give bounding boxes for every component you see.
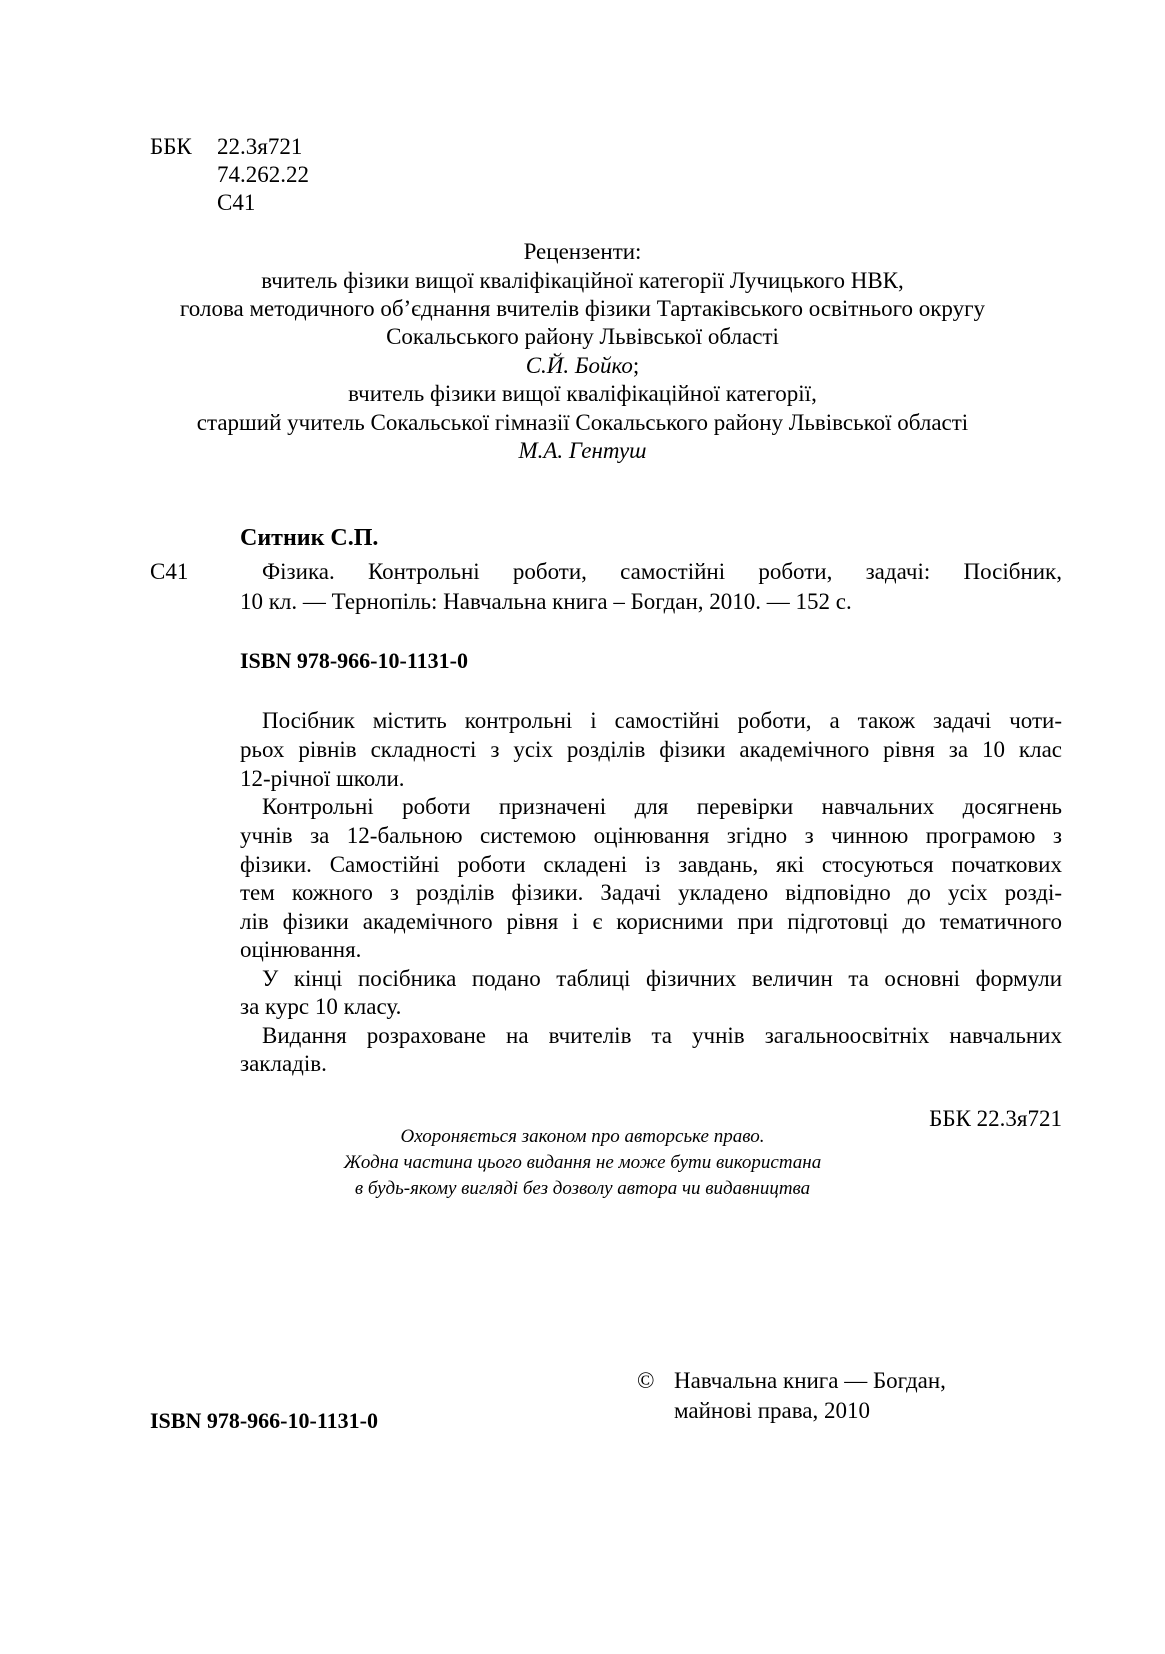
annotation-line: учнів за 12-бальною системою оцінювання згідно з чинною програмою з bbox=[240, 823, 1062, 848]
reviewer-name-1-text: С.Й. Бойко bbox=[525, 353, 633, 378]
annotation-line: Посібник містить контрольні і самостійні роботи, а також задачі чоти- bbox=[262, 708, 1062, 733]
reviewer-name-1-suffix: ; bbox=[632, 353, 640, 378]
copyright-notice-line: Охороняється законом про авторське право. bbox=[400, 1126, 765, 1147]
annotation-line: оцінювання. bbox=[240, 937, 362, 962]
annotation-line: лів фізики академічного рівня і є корисними при підготовці до тематичного bbox=[240, 909, 1062, 934]
reviewers-heading: Рецензенти: bbox=[523, 239, 642, 264]
bbk-right: ББК 22.3я721 bbox=[929, 1106, 1062, 1131]
reviewer-line: вчитель фізики вищої кваліфікаційної категорії, bbox=[348, 381, 817, 406]
bbk-code-2: 74.262.22 bbox=[217, 162, 309, 187]
catalog-isbn: ISBN 978-966-10-1131-0 bbox=[240, 648, 468, 673]
annotation-line: тем кожного з розділів фізики. Задачі укладено відповідно до усіх розді- bbox=[240, 880, 1062, 905]
catalog-code: С41 bbox=[150, 559, 189, 584]
reviewer-name-1 bbox=[0, 351, 1165, 380]
bbk-code-3: С41 bbox=[217, 190, 256, 215]
annotation-line: рьох рівнів складності з усіх розділів фізики академічного рівня за 10 клас bbox=[240, 737, 1062, 762]
footer-isbn: ISBN 978-966-10-1131-0 bbox=[150, 1408, 378, 1433]
annotation-line: закладів. bbox=[240, 1051, 327, 1076]
annotation-line: фізики. Самостійні роботи складені із завдань, які стосуються початкових bbox=[240, 852, 1062, 877]
publisher-line-1: Навчальна книга — Богдан, bbox=[674, 1368, 946, 1393]
reviewer-line: Сокальського району Львівської області bbox=[386, 324, 779, 349]
catalog-author: Ситник С.П. bbox=[240, 525, 379, 551]
bbk-label: ББК bbox=[150, 134, 192, 159]
catalog-title-line-1: Фізика. Контрольні роботи, самостійні роботи, задачі: Посібник, bbox=[262, 559, 1062, 584]
reviewer-line: голова методичного об’єднання вчителів фізики Тартаківського освітнього округу bbox=[179, 296, 986, 321]
bbk-code-1: 22.3я721 bbox=[217, 134, 303, 159]
annotation-line: 12-річної школи. bbox=[240, 766, 405, 791]
copyright-symbol: © bbox=[637, 1368, 655, 1393]
annotation-line: за курс 10 класу. bbox=[240, 994, 402, 1019]
reviewer-line: старший учитель Сокальської гімназії Сокальського району Львівської області bbox=[196, 410, 969, 435]
annotation-line: У кінці посібника подано таблиці фізичних величин та основні формули bbox=[262, 966, 1062, 991]
copyright-notice-line: в будь-якому вигляді без дозволу автора чи видавництва bbox=[354, 1178, 811, 1199]
catalog-title-line-2: 10 кл. — Тернопіль: Навчальна книга – Богдан, 2010. — 152 с. bbox=[240, 589, 852, 614]
annotation-line: Видання розраховане на вчителів та учнів загальноосвітніх навчальних bbox=[262, 1023, 1062, 1048]
annotation-line: Контрольні роботи призначені для перевірки навчальних досягнень bbox=[262, 794, 1062, 819]
copyright-notice-line: Жодна частина цього видання не може бути використана bbox=[343, 1152, 822, 1173]
publisher-line-2: майнові права, 2010 bbox=[674, 1398, 871, 1423]
reviewer-name-2: М.А. Гентуш bbox=[518, 438, 647, 463]
reviewer-line: вчитель фізики вищої кваліфікаційної категорії Лучицького НВК, bbox=[261, 268, 904, 293]
